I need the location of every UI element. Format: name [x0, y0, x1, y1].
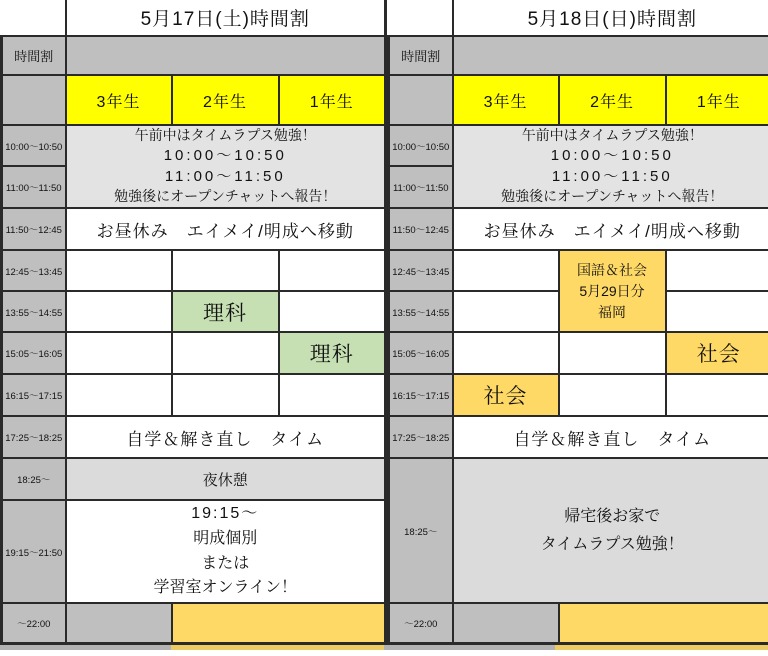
morning-note-line: 勉強後にオープンチャットへ報告！ [501, 188, 724, 205]
time-slot-label: 19:15～21:50 [2, 500, 66, 603]
shadow-gray-segment [0, 645, 171, 650]
morning-time-line: 10:00～10:50 [163, 146, 287, 164]
empty-cell [172, 332, 279, 374]
table-edge-shadow [0, 645, 768, 650]
empty-cell [666, 291, 768, 332]
empty-cell [279, 250, 386, 291]
kokugo-line: 5月29日分 [579, 282, 645, 299]
gold-end-cell [559, 603, 768, 643]
grade-header-1: 1年生 [666, 75, 768, 125]
shadow-gold-segment [555, 645, 768, 650]
time-slot-label: 13:55～14:55 [389, 291, 453, 332]
morning-time-line: 11:00～11:50 [164, 167, 286, 185]
self-study-cell: 自学＆解き直し タイム [66, 416, 386, 458]
time-slot-label: 17:25～18:25 [2, 416, 66, 458]
empty-cell [279, 374, 386, 416]
blank-gray-cell [2, 75, 66, 125]
empty-cell [666, 374, 768, 416]
morning-note-line: 午前中はタイムラプス勉強！ [521, 127, 703, 143]
grade-header-1: 1年生 [279, 75, 386, 125]
evening-plan-line: 明成個別 [193, 529, 258, 547]
kokugo-line: 国語＆社会 [577, 261, 648, 278]
schedule-header-spacer [453, 36, 768, 75]
time-slot-label: 11:00～11:50 [2, 166, 66, 208]
morning-time-line: 10:00～10:50 [550, 146, 674, 164]
empty-cell [666, 250, 768, 291]
grade-header-3: 3年生 [453, 75, 559, 125]
morning-study-block [66, 125, 386, 208]
lunch-cell: お昼休み エイメイ/明成へ移動 [66, 208, 386, 250]
blank-corner [389, 0, 453, 36]
grade-header-2: 2年生 [559, 75, 666, 125]
subject-cell-science-grade2: 理科 [172, 291, 279, 332]
empty-cell [453, 291, 559, 332]
empty-cell [279, 291, 386, 332]
time-slot-label: 15:05～16:05 [389, 332, 453, 374]
empty-cell [453, 250, 559, 291]
time-slot-label: 12:45～13:45 [389, 250, 453, 291]
grade-header-3: 3年生 [66, 75, 172, 125]
kokugo-line: 福岡 [598, 303, 627, 320]
home-study-line: タイムラプス勉強！ [540, 535, 684, 553]
time-slot-label: 10:00～10:50 [2, 125, 66, 166]
time-slot-label: 16:15～17:15 [389, 374, 453, 416]
empty-cell [66, 291, 172, 332]
grade-header-2: 2年生 [172, 75, 279, 125]
morning-note-line: 午前中はタイムラプス勉強！ [134, 127, 316, 143]
empty-cell [172, 250, 279, 291]
home-study-line: 帰宅後お家で [564, 508, 661, 526]
morning-study-block [453, 125, 768, 208]
timetable-may18 [387, 0, 768, 645]
shadow-gray-segment [384, 645, 555, 650]
evening-plan-line: または [201, 554, 250, 572]
self-study-cell: 自学＆解き直し タイム [453, 416, 768, 458]
time-slot-label: 13:55～14:55 [2, 291, 66, 332]
gold-end-cell [172, 603, 386, 643]
subject-cell-kokugo-shakai [559, 250, 666, 332]
time-slot-label: 11:00～11:50 [389, 166, 453, 208]
gray-end-cell [453, 603, 559, 643]
subject-cell-science-grade1: 理科 [279, 332, 386, 374]
timetable-may17 [0, 0, 387, 645]
schedule-label: 時間割 [2, 36, 66, 75]
time-slot-label: ～22:00 [389, 603, 453, 643]
evening-plan-line: 19:15～ [191, 505, 260, 523]
schedule-header-spacer [66, 36, 386, 75]
subject-cell-social-grade3: 社会 [453, 374, 559, 416]
shadow-gold-segment [171, 645, 384, 650]
schedule-label: 時間割 [389, 36, 453, 75]
blank-corner [2, 0, 66, 36]
empty-cell [559, 332, 666, 374]
time-slot-label: 16:15～17:15 [2, 374, 66, 416]
time-slot-label: 11:50～12:45 [389, 208, 453, 250]
time-slot-label: 17:25～18:25 [389, 416, 453, 458]
time-slot-label: ～22:00 [2, 603, 66, 643]
evening-plan-line: 学習室オンライン！ [153, 579, 298, 597]
empty-cell [559, 374, 666, 416]
evening-plan-block [66, 500, 386, 603]
empty-cell [66, 250, 172, 291]
empty-cell [66, 332, 172, 374]
day-title-sun: 5月18日(日)時間割 [453, 0, 768, 36]
time-slot-label: 15:05～16:05 [2, 332, 66, 374]
subject-cell-social-grade1: 社会 [666, 332, 768, 374]
morning-note-line: 勉強後にオープンチャットへ報告！ [114, 188, 337, 205]
empty-cell [172, 374, 279, 416]
night-break-cell: 夜休憩 [66, 458, 386, 500]
time-slot-label: 18:25～ [389, 458, 453, 603]
home-study-block [453, 458, 768, 603]
blank-gray-cell [389, 75, 453, 125]
empty-cell [66, 374, 172, 416]
time-slot-label: 12:45～13:45 [2, 250, 66, 291]
time-slot-label: 10:00～10:50 [389, 125, 453, 166]
lunch-cell: お昼休み エイメイ/明成へ移動 [453, 208, 768, 250]
time-slot-label: 18:25～ [2, 458, 66, 500]
day-title-sat: 5月17日(土)時間割 [66, 0, 386, 36]
time-slot-label: 11:50～12:45 [2, 208, 66, 250]
empty-cell [453, 332, 559, 374]
morning-time-line: 11:00～11:50 [551, 167, 673, 185]
gray-end-cell [66, 603, 172, 643]
